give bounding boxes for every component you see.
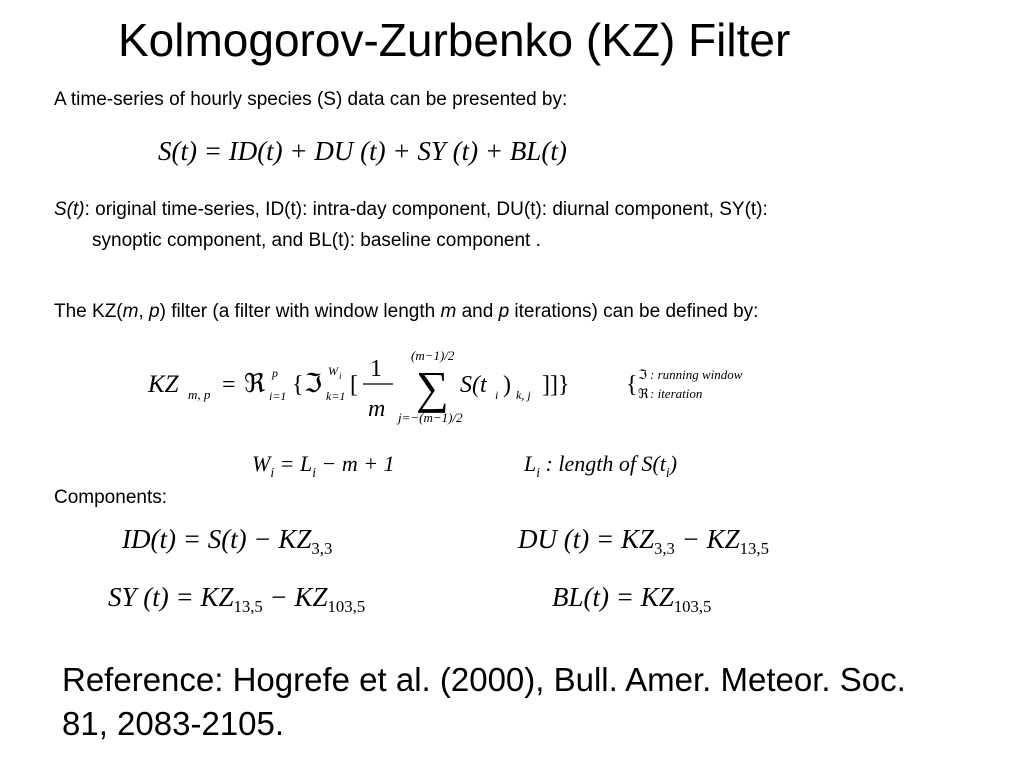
kz-subscript: m, p	[188, 387, 211, 402]
kz-formula-svg	[148, 346, 788, 430]
component-sy-lhs: SY (t) = KZ	[108, 582, 234, 612]
sum-lower-limit: j=−(m−1)/2	[398, 410, 463, 425]
component-du-tail: − KZ	[674, 524, 740, 554]
intro-text: A time-series of hourly species (S) data can be presented by:	[54, 89, 568, 110]
s-term: S(t	[460, 372, 487, 398]
length-close: )	[669, 451, 678, 476]
reference-text: Reference: Hogrefe et al. (2000), Bull. Amer. Meteor. Soc. 81, 2083-2105.	[62, 661, 906, 742]
component-id-sub: 3,3	[311, 539, 333, 558]
kz-definition-text	[54, 300, 758, 324]
frak-r-subscript: i=1	[269, 389, 287, 403]
frak-i-sup-w: W	[328, 364, 338, 378]
kz-def-m2: m	[440, 301, 457, 322]
brace-open: {	[292, 372, 304, 398]
legend-iteration: : iteration	[650, 386, 703, 401]
length-l-sub: i	[536, 465, 541, 480]
frak-i-symbol: ℑ	[304, 369, 323, 398]
closing-brackets: ]]}	[542, 372, 570, 398]
component-du-lhs: DU (t) = KZ	[518, 524, 654, 554]
component-equation-id	[122, 522, 332, 556]
kz-def-post: iterations) can be defined by:	[509, 301, 759, 322]
legend-frak-r: ℜ	[638, 386, 649, 401]
component-bl-lhs: BL(t) = KZ	[552, 582, 674, 612]
fraction-denominator: m	[368, 396, 386, 422]
window-rhs1: = L	[274, 451, 313, 476]
legend-brace: {	[626, 372, 638, 398]
frak-r-symbol: ℜ	[244, 369, 266, 398]
component-du-sub: 3,3	[653, 539, 675, 558]
sum-upper-limit: (m−1)/2	[411, 348, 455, 363]
component-sy-tail-sub: 103,5	[327, 597, 366, 616]
s-term-subscript: i	[495, 388, 499, 402]
length-l: L	[524, 451, 537, 476]
definitions-line-2: synoptic component, and BL(t): baseline component .	[92, 230, 541, 251]
fraction-numerator: 1	[370, 356, 382, 382]
bracket-open: [	[350, 372, 358, 398]
kz-equals: =	[222, 372, 236, 398]
components-label: Components:	[54, 487, 168, 508]
component-id-lhs: ID(t) = S(t) − KZ	[122, 524, 312, 554]
length-t-sub: i	[665, 465, 670, 480]
s-term-close: )	[503, 372, 511, 398]
kz-def-p2: p	[498, 301, 510, 322]
s-term-subscript-2: k, j	[516, 388, 531, 402]
window-w: W	[252, 451, 271, 476]
legend-frak-i: ℑ	[638, 367, 648, 382]
component-bl-sub: 103,5	[673, 597, 712, 616]
kz-def-mid: ) filter (a filter with window length	[159, 301, 441, 322]
decomposition-lhs: S(t)	[158, 136, 197, 166]
frak-i-subscript: k=1	[326, 389, 346, 403]
sum-symbol: ∑	[416, 362, 449, 413]
frak-i-sup-i: i	[339, 371, 342, 381]
kz-def-and: and	[456, 301, 499, 322]
component-equation-du	[518, 522, 769, 556]
component-sy-tail: − KZ	[262, 582, 328, 612]
slide-title: Kolmogorov-Zurbenko (KZ) Filter	[118, 14, 791, 66]
definition-rest: : original time-series, ID(t): intra-day component, DU(t): diurnal component, SY(t):	[84, 199, 768, 220]
component-equation-bl	[552, 580, 711, 614]
length-text: : length of S(t	[540, 451, 666, 476]
component-du-tail-sub: 13,5	[739, 539, 769, 558]
window-rhs2: − m + 1	[316, 451, 395, 476]
kz-filter-formula	[148, 346, 788, 430]
window-length-equation	[252, 450, 395, 478]
decomposition-rhs: = ID(t) + DU (t) + SY (t) + BL(t)	[203, 136, 567, 166]
length-equation	[524, 450, 677, 478]
kz-def-m: m	[122, 301, 139, 322]
window-w-sub: i	[270, 465, 275, 480]
kz-symbol: KZ	[148, 371, 179, 398]
kz-def-comma: ,	[138, 301, 150, 322]
frak-r-superscript: p	[272, 366, 278, 380]
legend-running-window: : running window	[650, 367, 743, 382]
decomposition-equation	[158, 134, 567, 168]
kz-def-pre: The KZ(	[54, 301, 123, 322]
definition-term: S(t)	[54, 199, 85, 220]
definitions-line-1	[54, 198, 768, 222]
window-l-sub: i	[312, 465, 317, 480]
component-sy-sub: 13,5	[233, 597, 263, 616]
component-equation-sy	[108, 580, 365, 614]
kz-def-p: p	[149, 301, 160, 322]
